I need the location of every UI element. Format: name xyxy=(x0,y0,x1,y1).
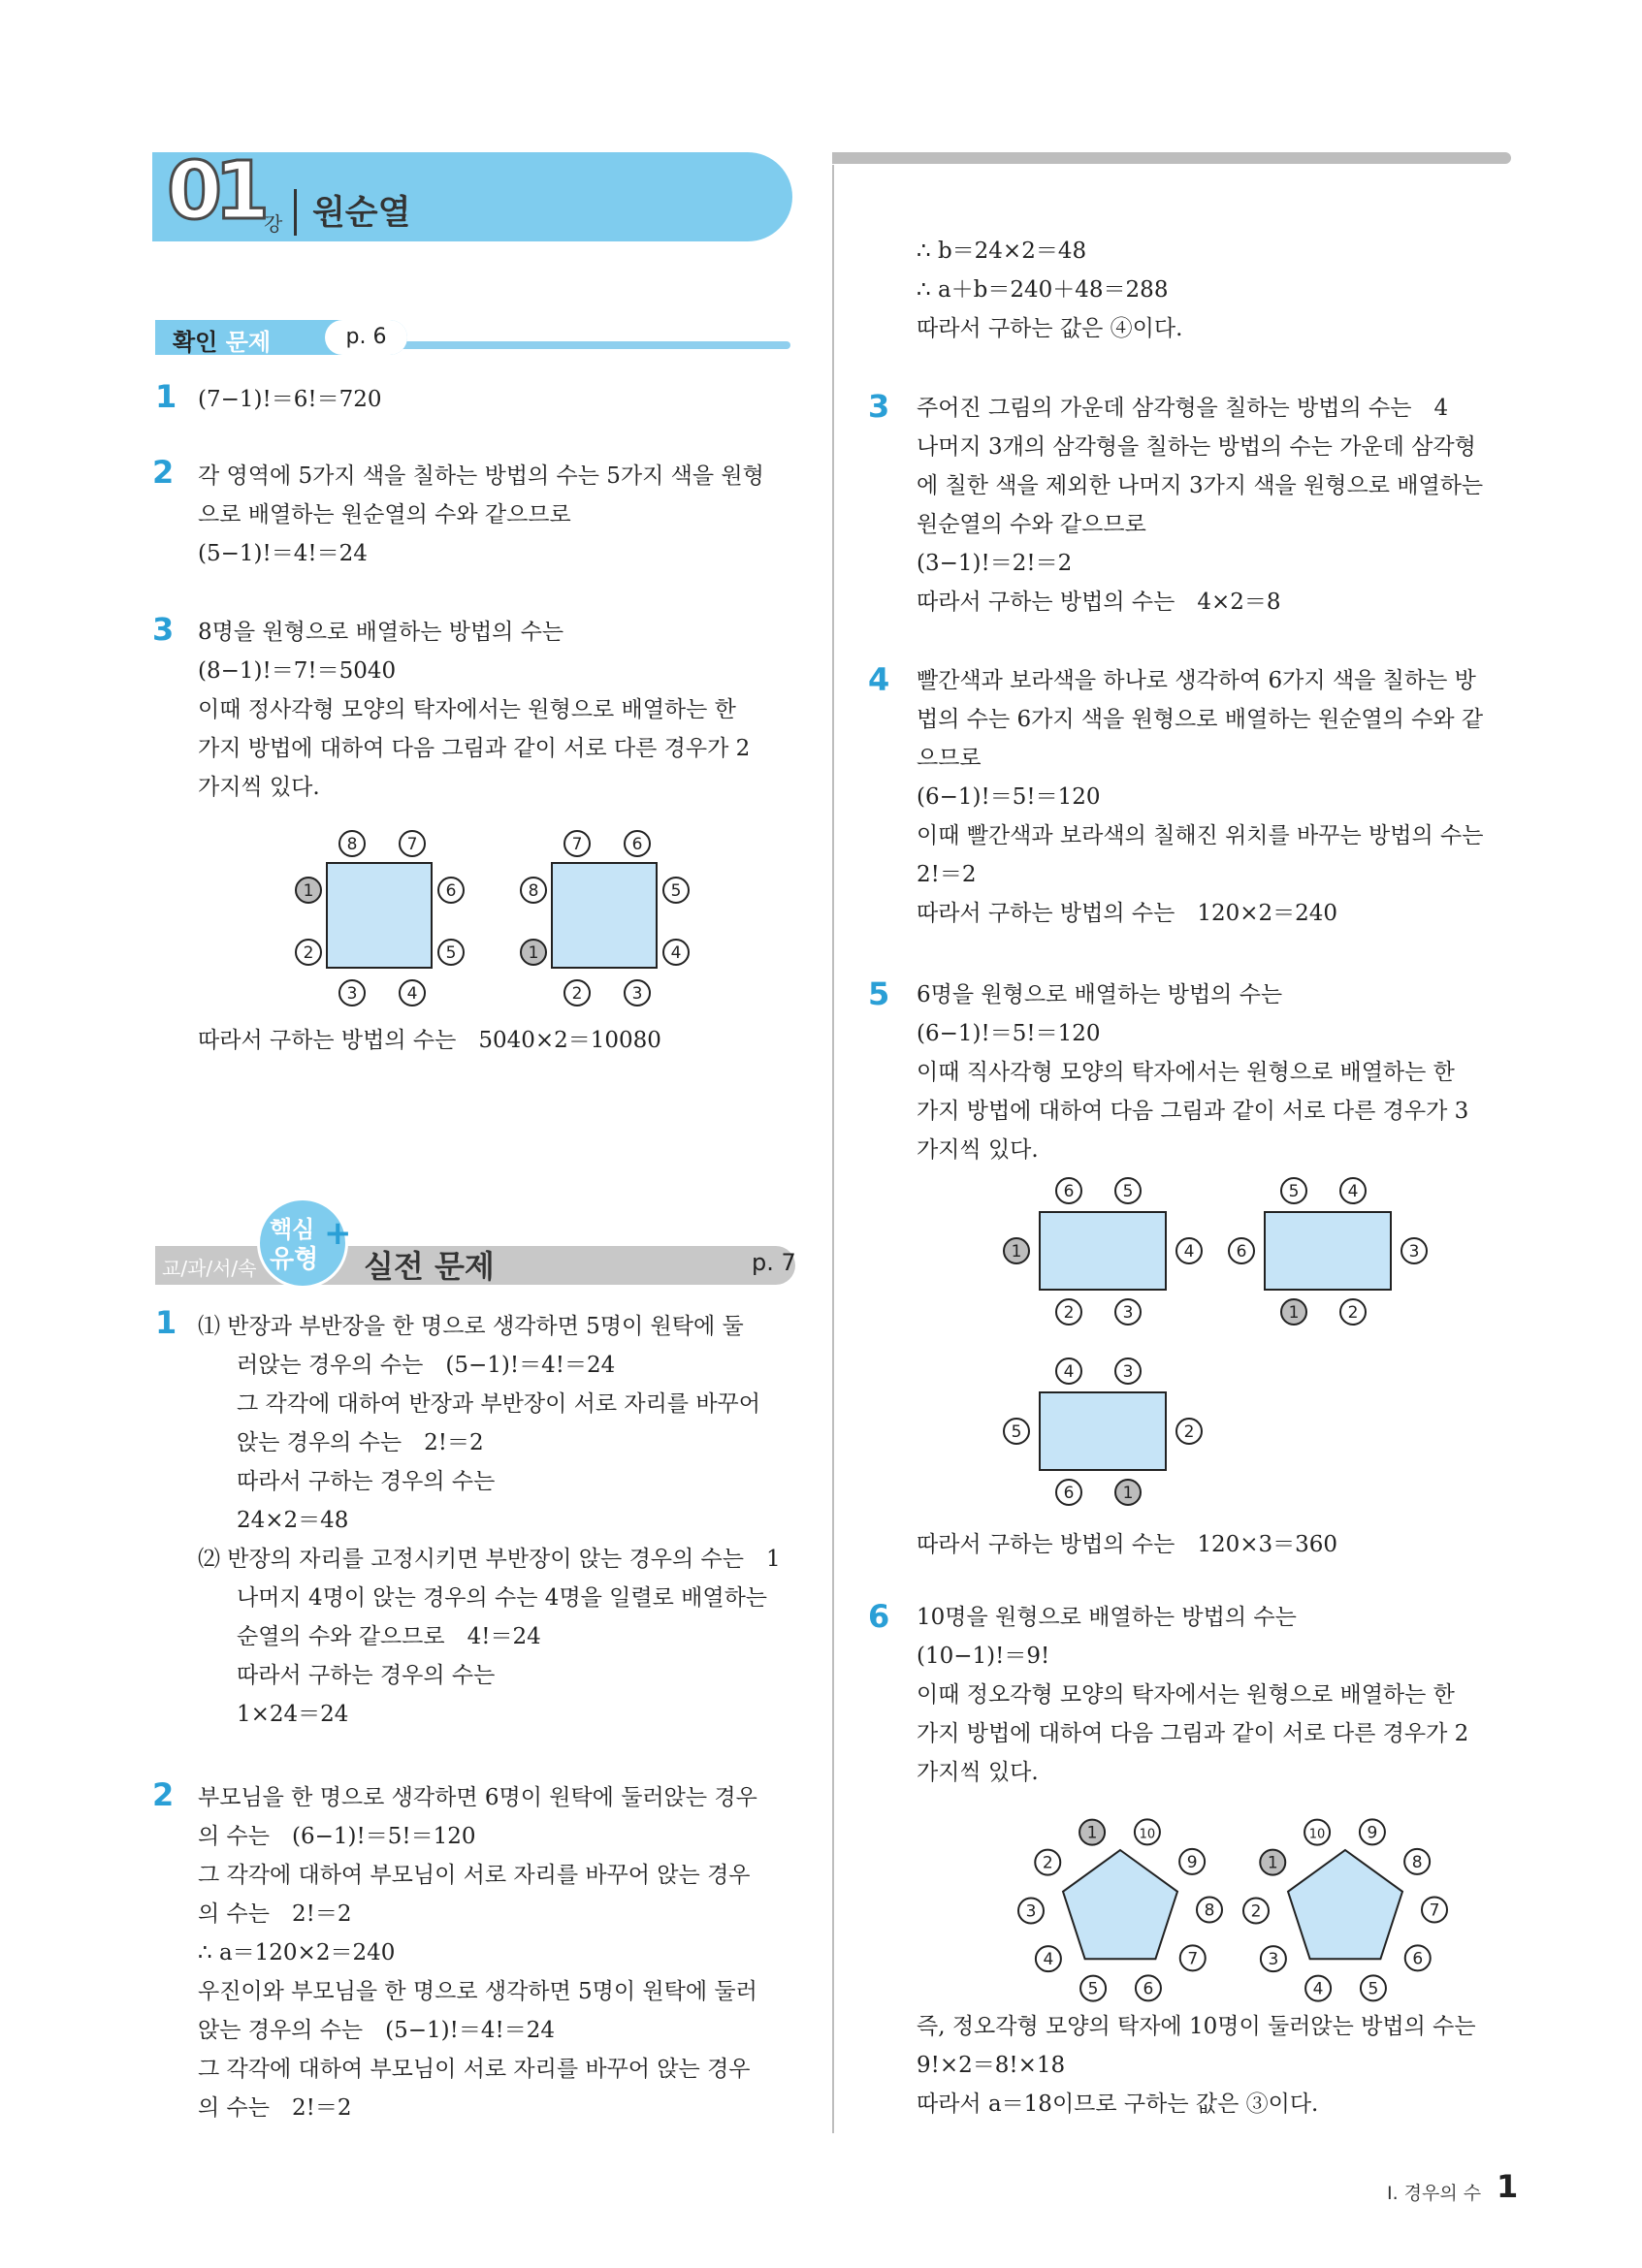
lesson-number: 01 xyxy=(167,145,263,238)
seat-label: 1 xyxy=(528,943,539,963)
text-line: 6명을 원형으로 배열하는 방법의 수는 xyxy=(917,982,1283,1007)
pentagon-table xyxy=(1063,1850,1177,1959)
check-label-color: 문제 xyxy=(225,329,272,356)
text-line: 가지씩 있다. xyxy=(917,1760,1039,1785)
problem-number: 3 xyxy=(868,388,890,425)
seat-label: 5 xyxy=(445,943,457,963)
text-line: ∴ a＝120×2＝240 xyxy=(198,1940,396,1965)
text-line: 주어진 그림의 가운데 삼각형을 칠하는 방법의 수는 4 xyxy=(917,396,1449,421)
seat-label: 2 xyxy=(303,943,314,963)
seat-label: 10 xyxy=(1139,1827,1156,1842)
text-line: 따라서 a＝18이므로 구하는 값은 ③이다. xyxy=(917,2092,1319,2117)
text-line: 부모님을 한 명으로 생각하면 6명이 원탁에 둘러앉는 경우 xyxy=(198,1785,757,1810)
text-line: 가지 방법에 대하여 다음 그림과 같이 서로 다른 경우가 2 xyxy=(917,1721,1469,1746)
seat-label: 8 xyxy=(346,835,358,854)
seat-label: 3 xyxy=(631,984,643,1004)
seat-label: 5 xyxy=(1368,1979,1379,1999)
text-line: 러앉는 경우의 수는 (5−1)!＝4!＝24 xyxy=(237,1353,616,1378)
text-line: (3−1)!＝2!＝2 xyxy=(917,551,1073,576)
pentagon-table xyxy=(1288,1850,1402,1959)
text-line: 그 각각에 대하여 반장과 부반장이 서로 자리를 바꾸어 xyxy=(237,1391,760,1417)
lesson-divider xyxy=(294,189,297,236)
practice-badge-plus: + xyxy=(324,1214,352,1253)
footer-section: I. 경우의 수 xyxy=(1387,2183,1482,2204)
seat-label: 4 xyxy=(670,943,682,963)
seat-label: 6 xyxy=(1063,1182,1075,1201)
text-line: 이때 직사각형 모양의 탁자에서는 원형으로 배열하는 한 xyxy=(917,1060,1455,1085)
seat-label: 5 xyxy=(1011,1422,1022,1442)
problem-number: 3 xyxy=(152,611,175,648)
seat-label: 4 xyxy=(1347,1182,1359,1201)
seat-label: 7 xyxy=(406,835,418,854)
check-label-bold: 확인 xyxy=(173,329,218,356)
text-line: 으로 배열하는 원순열의 수와 같으므로 xyxy=(198,502,571,527)
square-table xyxy=(327,863,432,968)
rectangle-table xyxy=(1040,1392,1166,1470)
text-line: (5−1)!＝4!＝24 xyxy=(198,541,368,566)
seat-label: 3 xyxy=(346,984,358,1004)
seat-label: 1 xyxy=(1086,1823,1098,1843)
text-line: 8명을 원형으로 배열하는 방법의 수는 xyxy=(198,620,564,645)
seat-label: 6 xyxy=(1143,1979,1154,1999)
rectangle-table xyxy=(1040,1212,1166,1290)
text-line: 으므로 xyxy=(917,746,982,771)
text-line: 나머지 3개의 삼각형을 칠하는 방법의 수는 가운데 삼각형 xyxy=(917,434,1476,460)
seat-label: 3 xyxy=(1408,1242,1420,1262)
seat-label: 4 xyxy=(1063,1362,1075,1382)
text-line: ⑴ 반장과 부반장을 한 명으로 생각하면 5명이 원탁에 둘 xyxy=(198,1314,744,1339)
seat-label: 6 xyxy=(1236,1242,1247,1262)
text-line: 앉는 경우의 수는 (5−1)!＝4!＝24 xyxy=(198,2018,556,2043)
seat-label: 6 xyxy=(1063,1484,1075,1503)
problem-number: 2 xyxy=(152,1776,175,1813)
text-line: ⑵ 반장의 자리를 고정시키면 부반장이 앉는 경우의 수는 1 xyxy=(198,1547,781,1572)
seat-label: 4 xyxy=(1312,1979,1324,1999)
text-line: ∴ a＋b＝240＋48＝288 xyxy=(917,277,1169,303)
seat-label: 1 xyxy=(1267,1853,1278,1873)
text-line: 이때 빨간색과 보라색의 칠해진 위치를 바꾸는 방법의 수는 xyxy=(917,823,1484,848)
seat-label: 1 xyxy=(1122,1484,1134,1503)
seat-label: 2 xyxy=(1250,1901,1262,1922)
text-line: 1×24＝24 xyxy=(237,1702,349,1727)
seat-label: 2 xyxy=(571,984,583,1004)
seat-label: 9 xyxy=(1367,1823,1378,1843)
text-line: ∴ b＝24×2＝48 xyxy=(917,239,1087,264)
seat-label: 4 xyxy=(1043,1950,1054,1970)
problem-number: 1 xyxy=(155,378,177,415)
text-line: 따라서 구하는 경우의 수는 xyxy=(237,1663,496,1688)
seat-label: 2 xyxy=(1042,1853,1053,1873)
text-line: 9!×2＝8!×18 xyxy=(917,2053,1066,2078)
text-line: 우진이와 부모님을 한 명으로 생각하면 5명이 원탁에 둘러 xyxy=(198,1979,757,2004)
practice-section-page: p. 7 xyxy=(752,1249,796,1276)
check-section-page: p. 6 xyxy=(325,320,407,355)
seat-label: 7 xyxy=(571,835,583,854)
text-line: 의 수는 (6−1)!＝5!＝120 xyxy=(198,1824,476,1849)
seat-label: 3 xyxy=(1122,1303,1134,1323)
text-line: 즉, 정오각형 모양의 탁자에 10명이 둘러앉는 방법의 수는 xyxy=(917,2014,1476,2039)
seat-label: 6 xyxy=(631,835,643,854)
seat-label: 7 xyxy=(1429,1901,1440,1921)
square-table-figures xyxy=(281,826,708,1010)
practice-badge-bottom: 유형 xyxy=(270,1245,319,1274)
conclusion-line: 따라서 구하는 방법의 수는 5040×2＝10080 xyxy=(198,1028,661,1053)
text-line: 따라서 구하는 값은 ④이다. xyxy=(917,316,1183,341)
text-line: 원순열의 수와 같으므로 xyxy=(917,512,1146,537)
practice-section-prefix: 교/과/서/속 xyxy=(162,1257,257,1280)
text-line: 그 각각에 대하여 부모님이 서로 자리를 바꾸어 앉는 경우 xyxy=(198,2057,751,2082)
seat-label: 2 xyxy=(1063,1303,1075,1323)
text-line: (6−1)!＝5!＝120 xyxy=(917,1021,1101,1046)
problem-number: 6 xyxy=(868,1598,890,1635)
conclusion-line: 따라서 구하는 방법의 수는 120×3＝360 xyxy=(917,1532,1338,1557)
problem-number: 5 xyxy=(868,975,890,1012)
practice-section-title: 실전 문제 xyxy=(364,1248,495,1285)
text-line: 따라서 구하는 방법의 수는 4×2＝8 xyxy=(917,590,1281,615)
seat-label: 3 xyxy=(1025,1901,1037,1922)
square-table xyxy=(552,863,657,968)
problem-number: 2 xyxy=(152,454,175,491)
problem-number: 1 xyxy=(155,1304,177,1341)
text-line: 의 수는 2!＝2 xyxy=(198,2095,352,2121)
seat-label: 5 xyxy=(1122,1182,1134,1201)
text-line: (7−1)!＝6!＝720 xyxy=(198,387,382,412)
footer-page-number: 1 xyxy=(1497,2168,1519,2205)
seat-label: 2 xyxy=(1183,1422,1195,1442)
seat-label: 1 xyxy=(303,881,314,901)
check-section-label xyxy=(173,323,271,357)
seat-label: 1 xyxy=(1288,1303,1300,1323)
seat-label: 8 xyxy=(528,881,539,901)
seat-label: 5 xyxy=(1288,1182,1300,1201)
text-line: 가지씩 있다. xyxy=(917,1137,1039,1163)
seat-label: 6 xyxy=(1412,1949,1424,1969)
seat-label: 2 xyxy=(1347,1303,1359,1323)
pentagon-table-figures xyxy=(1009,1813,1440,1999)
text-line: 빨간색과 보라색을 하나로 생각하여 6가지 색을 칠하는 방 xyxy=(917,668,1476,693)
text-line: 2!＝2 xyxy=(917,862,977,887)
seat-label: 5 xyxy=(670,881,682,901)
text-line: 순열의 수와 같으므로 4!＝24 xyxy=(237,1624,541,1649)
seat-label: 4 xyxy=(406,984,418,1004)
seat-label: 5 xyxy=(1087,1979,1099,1999)
text-line: 그 각각에 대하여 부모님이 서로 자리를 바꾸어 앉는 경우 xyxy=(198,1863,751,1888)
text-line: 가지씩 있다. xyxy=(198,775,320,800)
text-line: 에 칠한 색을 제외한 나머지 3가지 색을 원형으로 배열하는 xyxy=(917,473,1484,498)
text-line: 나머지 4명이 앉는 경우의 수는 4명을 일렬로 배열하는 xyxy=(237,1585,768,1611)
text-line: 24×2＝48 xyxy=(237,1508,349,1533)
seat-label: 7 xyxy=(1187,1949,1199,1969)
seat-label: 8 xyxy=(1204,1901,1215,1921)
text-line: 이때 정사각형 모양의 탁자에서는 원형으로 배열하는 한 xyxy=(198,697,736,722)
text-line: (8−1)!＝7!＝5040 xyxy=(198,658,397,684)
lesson-unit: 강 xyxy=(264,212,283,236)
text-line: 법의 수는 6가지 색을 원형으로 배열하는 원순열의 수와 같 xyxy=(917,707,1484,732)
seat-label: 6 xyxy=(445,881,457,901)
lesson-title: 원순열 xyxy=(312,194,411,233)
text-line: 이때 정오각형 모양의 탁자에서는 원형으로 배열하는 한 xyxy=(917,1682,1455,1708)
rectangle-table-figures xyxy=(999,1173,1465,1532)
text-line: 가지 방법에 대하여 다음 그림과 같이 서로 다른 경우가 3 xyxy=(917,1099,1469,1124)
text-line: 따라서 구하는 방법의 수는 120×2＝240 xyxy=(917,901,1338,926)
text-line: (10−1)!＝9! xyxy=(917,1644,1050,1669)
seat-label: 3 xyxy=(1268,1950,1279,1970)
problem-number: 4 xyxy=(868,661,890,698)
seat-label: 3 xyxy=(1122,1362,1134,1382)
text-line: (6−1)!＝5!＝120 xyxy=(917,784,1101,810)
text-line: 10명을 원형으로 배열하는 방법의 수는 xyxy=(917,1605,1297,1630)
text-line: 의 수는 2!＝2 xyxy=(198,1901,352,1927)
text-line: 각 영역에 5가지 색을 칠하는 방법의 수는 5가지 색을 원형 xyxy=(198,463,764,489)
seat-label: 4 xyxy=(1183,1242,1195,1262)
seat-label: 10 xyxy=(1308,1827,1326,1842)
right-column-top-bar xyxy=(832,152,1511,164)
seat-label: 8 xyxy=(1411,1852,1423,1872)
column-divider xyxy=(832,165,834,2133)
text-line: 앉는 경우의 수는 2!＝2 xyxy=(237,1430,484,1455)
seat-label: 9 xyxy=(1186,1852,1198,1872)
practice-badge-top: 핵심 xyxy=(270,1216,315,1243)
seat-label: 1 xyxy=(1011,1242,1022,1262)
text-line: 따라서 구하는 경우의 수는 xyxy=(237,1469,496,1494)
rectangle-table xyxy=(1265,1212,1391,1290)
text-line: 가지 방법에 대하여 다음 그림과 같이 서로 다른 경우가 2 xyxy=(198,736,751,761)
